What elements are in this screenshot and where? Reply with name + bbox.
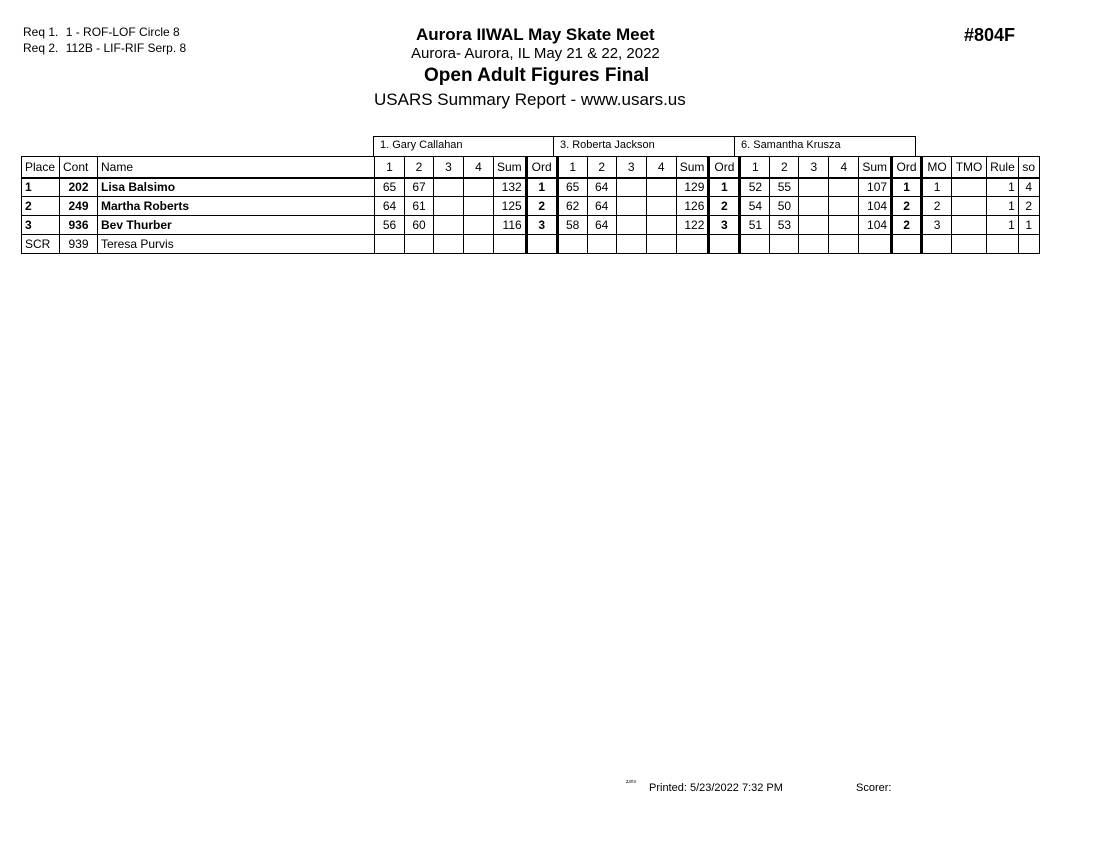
judge-2-score-cell: 65 [557,178,587,197]
judge-1-score-cell: 60 [405,216,434,235]
col-j3-3: 3 [799,157,829,178]
col-j1-sum: Sum [494,157,527,178]
judge-2-sum-cell: 122 [676,216,709,235]
judge-2-score-cell: 64 [587,197,616,216]
judge-1-score-cell [464,197,494,216]
judge-2-score-cell [646,235,676,254]
col-tmo: TMO [952,157,987,178]
col-j3-1: 1 [740,157,770,178]
judge-1-score-cell: 67 [405,178,434,197]
requirement-2-text: 112B - LIF-RIF Serp. 8 [65,41,187,55]
judge-3-score-cell [740,235,770,254]
rule-cell: 1 [987,197,1019,216]
judge-2-score-cell [616,216,646,235]
judge-3-score-cell: 54 [740,197,770,216]
judge-1-ordinal-cell: 1 [526,178,557,197]
judge-2-sum-cell [676,235,709,254]
requirement-1-label: Req 1. [23,25,59,39]
table-row [22,216,1040,235]
judge-2-score-cell: 62 [557,197,587,216]
judge-3-ordinal-cell [892,235,922,254]
results-table [21,156,1040,254]
judge-3-score-cell [799,197,829,216]
judge-2-score-cell: 64 [587,178,616,197]
col-mo: MO [922,157,952,178]
judge-3-sum-cell: 104 [859,197,892,216]
col-j2-ord: Ord [709,157,740,178]
judge-1-ordinal-cell [526,235,557,254]
judge-1-score-cell: 56 [375,216,405,235]
judge-1-score-cell [434,235,464,254]
judge-3-score-cell [829,178,859,197]
col-j1-3: 3 [434,157,464,178]
place-cell: 2 [22,197,60,216]
judge-1-sum-cell: 132 [494,178,527,197]
judge-name-2: 3. Roberta Jackson [560,139,655,151]
contestant-name-cell: Lisa Balsimo [98,178,375,197]
judge-2-ordinal-cell: 3 [709,216,740,235]
judge-2-score-cell: 58 [557,216,587,235]
contestant-number-cell: 249 [60,197,98,216]
mo-cell [922,235,952,254]
judge-3-score-cell [799,216,829,235]
judge-2-score-cell [616,197,646,216]
so-cell: 2 [1018,197,1039,216]
judge-1-score-cell: 65 [375,178,405,197]
judge-3-score-cell [770,235,799,254]
judge-1-score-cell [464,216,494,235]
event-title: Open Adult Figures Final [424,65,650,86]
so-cell: 1 [1018,216,1039,235]
col-cont: Cont [60,157,98,178]
judge-3-score-cell: 51 [740,216,770,235]
col-j3-ord: Ord [892,157,922,178]
judge-2-score-cell [587,235,616,254]
col-place: Place [22,157,60,178]
judge-3-score-cell [829,216,859,235]
event-number: #804F [964,25,1016,45]
col-name: Name [98,157,375,178]
judge-1-score-cell: 61 [405,197,434,216]
judge-3-sum-cell: 107 [859,178,892,197]
judge-2-score-cell [646,178,676,197]
judge-3-sum-cell [859,235,892,254]
judge-1-ordinal-cell: 3 [526,216,557,235]
place-cell: 1 [22,178,60,197]
table-row [22,197,1040,216]
contestant-number-cell: 936 [60,216,98,235]
col-j3-sum: Sum [859,157,892,178]
rule-cell [987,235,1019,254]
contestant-name-cell: Bev Thurber [98,216,375,235]
judge-2-ordinal-cell: 1 [709,178,740,197]
judge-3-score-cell: 53 [770,216,799,235]
col-j2-3: 3 [616,157,646,178]
table-row [22,235,1040,254]
col-j3-2: 2 [770,157,799,178]
requirement-2-label: Req 2. [23,41,59,55]
col-j2-4: 4 [646,157,676,178]
col-j1-1: 1 [375,157,405,178]
judge-name-1: 1. Gary Callahan [380,139,463,151]
so-cell [1018,235,1039,254]
judge-3-score-cell [829,235,859,254]
requirement-1-text: 1 - ROF-LOF Circle 8 [65,25,180,39]
col-so: so [1018,157,1039,178]
judge-2-score-cell [616,235,646,254]
judge-3-score-cell: 55 [770,178,799,197]
judge-2-score-cell: 64 [587,216,616,235]
judge-2-ordinal-cell: 2 [709,197,740,216]
judge-2-sum-cell: 126 [676,197,709,216]
results-body [22,178,1040,254]
place-cell: 3 [22,216,60,235]
judge-2-ordinal-cell [709,235,740,254]
mo-cell: 1 [922,178,952,197]
judge-3-score-cell [799,235,829,254]
tmo-cell [952,235,987,254]
judge-1-ordinal-cell: 2 [526,197,557,216]
judge-name-3: 6. Samantha Krusza [741,139,841,151]
contestant-name-cell: Martha Roberts [98,197,375,216]
judge-3-ordinal-cell: 1 [892,178,922,197]
judge-1-score-cell [405,235,434,254]
tmo-cell [952,178,987,197]
judge-1-score-cell [434,216,464,235]
contestant-number-cell: 202 [60,178,98,197]
judge-1-score-cell: 64 [375,197,405,216]
judge-3-ordinal-cell: 2 [892,216,922,235]
judge-1-score-cell [464,178,494,197]
col-j1-4: 4 [464,157,494,178]
printed-timestamp: Printed: 5/23/2022 7:32 PM [649,782,783,794]
judge-3-sum-cell: 104 [859,216,892,235]
judge-2-score-cell [646,216,676,235]
contestant-name-cell: Teresa Purvis [98,235,375,254]
tmo-cell [952,197,987,216]
col-rule: Rule [987,157,1019,178]
judge-2-score-cell [646,197,676,216]
requirement-2 [23,41,186,55]
judge-header-1 [373,136,554,156]
judge-1-score-cell [464,235,494,254]
mo-cell: 3 [922,216,952,235]
meet-location: Aurora- Aurora, IL May 21 & 22, 2022 [411,45,660,62]
judge-2-score-cell [616,178,646,197]
judge-1-sum-cell [494,235,527,254]
judge-1-sum-cell: 116 [494,216,527,235]
meet-title: Aurora IIWAL May Skate Meet [416,25,655,44]
judge-header-3 [734,136,916,156]
table-header-row [22,157,1040,178]
table-row [22,178,1040,197]
judge-3-score-cell: 50 [770,197,799,216]
judge-2-sum-cell: 129 [676,178,709,197]
judge-header-2 [553,136,735,156]
judge-1-sum-cell: 125 [494,197,527,216]
col-j1-ord: Ord [526,157,557,178]
judge-3-score-cell: 52 [740,178,770,197]
judge-1-score-cell [434,178,464,197]
judge-3-score-cell [799,178,829,197]
place-cell: SCR [22,235,60,254]
col-j2-sum: Sum [676,157,709,178]
judge-2-score-cell [557,235,587,254]
col-j3-4: 4 [829,157,859,178]
mo-cell: 2 [922,197,952,216]
judge-1-score-cell [375,235,405,254]
contestant-number-cell: 939 [60,235,98,254]
rule-cell: 1 [987,216,1019,235]
judge-3-score-cell [829,197,859,216]
col-j2-1: 1 [557,157,587,178]
scorer-label: Scorer: [856,782,892,794]
judge-1-score-cell [434,197,464,216]
footer-code: ²³⁰³ [626,780,636,787]
col-j2-2: 2 [587,157,616,178]
judge-3-ordinal-cell: 2 [892,197,922,216]
col-j1-2: 2 [405,157,434,178]
report-title: USARS Summary Report - www.usars.us [374,90,686,109]
so-cell: 4 [1018,178,1039,197]
rule-cell: 1 [987,178,1019,197]
requirement-1 [23,25,180,39]
tmo-cell [952,216,987,235]
